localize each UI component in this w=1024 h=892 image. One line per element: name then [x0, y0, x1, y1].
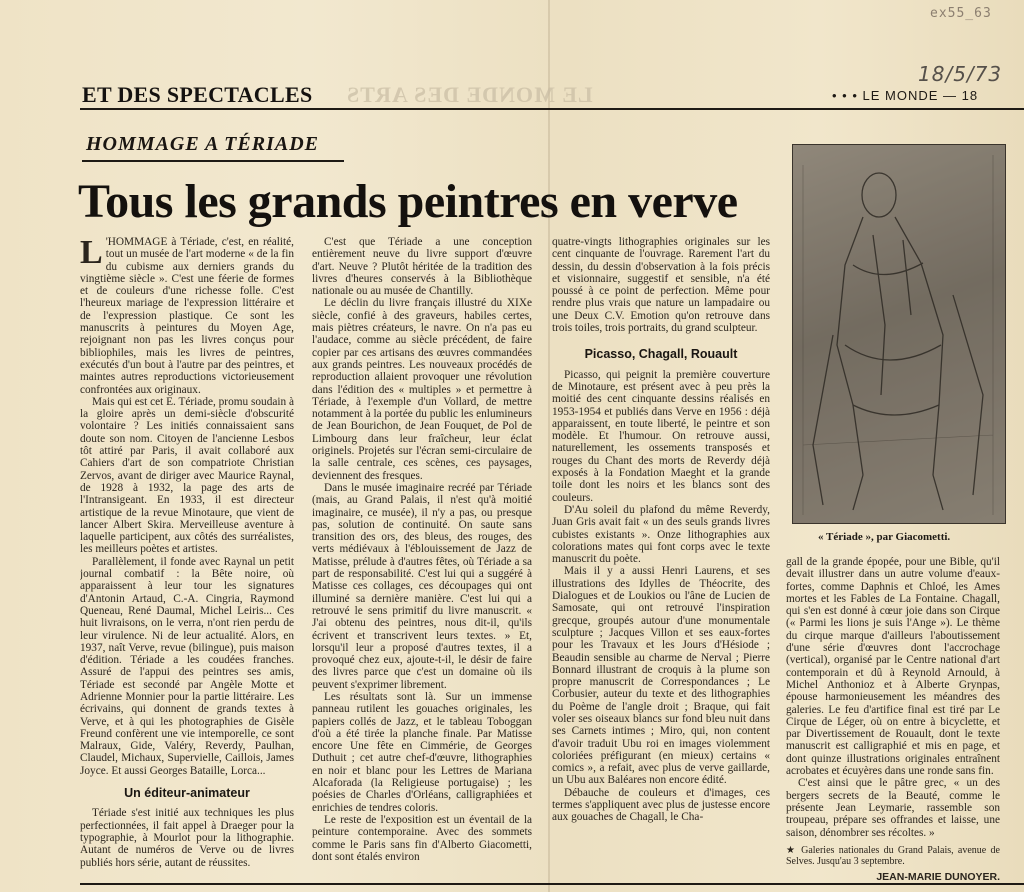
- paragraph: Le reste de l'exposition est un éventail de la peinture contemporaine. Avec des sommets comme le Paris sans fin d'Alberto Giacometti, dont sont étalés environ: [312, 813, 532, 863]
- kicker-rule: [82, 160, 344, 162]
- paragraph: Débauche de couleurs et d'images, ces termes s'appliquent avec plus de justesse encore aux gouaches de Chagall, le Cha-: [552, 786, 770, 824]
- paragraph: D'Au soleil du plafond du même Reverdy, Juan Gris avait fait « un des seuls grands livres cubistes existants ». Onze lithographies aux colorations mates qui font corps avec le texte manuscrit du poète.: [552, 503, 770, 566]
- paragraph: C'est que Tériade a une conception entièrement neuve du livre support d'œuvre d'art. Neuve ? Plutôt héritée de la tradition des livres d'heures conservés à la Bibliothèque nationale ou au musée de Chantilly.: [312, 236, 532, 298]
- article-column-3: [552, 236, 770, 881]
- paragraph: gall de la grande épopée, pour une Bible, qu'il devait illustrer dans un autre volume d'eaux-fortes, comme Daphnis et Chloé, les Ames mortes et les Fables de La Fontaine. Chagall, qui s'en est donné à cœur joie dans son Cirque (« Parmi les lions je suis l'Ange »). Le thème du cirque marque d'ailleurs l'aboutissement d'une série d'œuvres dont l'accrochage (vertical), organisé par le Centre national d'art contemporain et dû à Reynold Arnould, à Michel Anthonioz et à Alberte Grynpas, épouse harmonieusement les méandres des galeries. Le feu d'artifice final est tiré par Le Cirque de Léger, où on entre à bicyclette, et par Divertissement de Rouault, dont le texte manuscrit est calligraphié et mis en page, et dont quinze illustrations originales entraînent acrobates et écuyères dans une ronde sans fin.: [786, 556, 1000, 778]
- subheading: Picasso, Chagall, Rouault: [584, 347, 738, 362]
- article-column-2: [312, 236, 532, 881]
- header-rule: [80, 108, 1024, 110]
- author-signature: JEAN-MARIE DUNOYER.: [876, 870, 1000, 882]
- archive-reference: ex55_63: [930, 6, 992, 21]
- handwritten-date: 18/5/73: [918, 62, 1003, 86]
- paragraph: Les résultats sont là. Sur un immense panneau rutilent les gouaches originales, les papiers collés de Jazz, et le tableau Toboggan d'où a été tirée la planche finale. Par Matisse encore Une fête en Cimmérie, de Georges Duthuit ; cet autre chef-d'œuvre, lithographies en noir et blanc pour les Lettres de Mariana Alcaforada (la Religieuse portugaise) ; les poésies de Charles d'Orléans, calligraphiées et enrichies de tendres coloris.: [312, 690, 532, 814]
- mirrored-bleed-through: LE MONDE DES ARTS: [346, 82, 593, 107]
- paragraph: Tériade s'est initié aux techniques les plus perfectionnées, il fait appel à Draeger pour la typographie, à Mourlot pour la lithographie. Autant de numéros de Verve ou de livres publiés hors série, autant de réussites.: [80, 807, 294, 869]
- paragraph: Dans le musée imaginaire recréé par Tériade (mais, au Grand Palais, il n'est qu'à moitié imaginaire, ce musée), il n'y a pas, ou presque pas, solution de continuité. On saute sans transition des ors, des bleus, des rouges, des verts médiévaux à l'éblouissement de Jazz de Matisse, prélude à d'autres fêtes, où Tériade a sa part de responsabilité. C'est lui qui a suggéré à Matisse ces collages, ces découpages qui ont illuminé sa dernière manière. C'est lui qui a retrouvé le sens primitif du livre manuscrit. « J'ai obtenu des peintres, nous dit-il, qu'ils écrivent et transcrivent leurs textes. » Et, lorsqu'il leur a proposé d'autres textes, il a provoqué chez eux, ajoute-t-il, le désir de faire des livres parce que c'est un domaine où ils peuvent s'exprimer librement.: [312, 481, 532, 691]
- newspaper-name: • • • LE MONDE — 18: [832, 88, 979, 103]
- exhibition-footnote: ★ Galeries nationales du Grand Palais, avenue de Selves. Jusqu'au 3 septembre.: [786, 844, 1000, 867]
- sketch-figure: [793, 145, 1005, 523]
- footer-rule: [80, 883, 1024, 885]
- paragraph: quatre-vingts lithographies originales sur les cent cinquante de l'ouvrage. Rarement l'art du dessin, du dessin d'observation à la fois précis et visionnaire, suggestif et sensible, n'a été poussé à ce point de perfection. Même pour rendre plus vrais que nature un lampadaire ou une Deux C.V. Emotion qu'on retrouve dans trois toiles, trois portraits, du grand sculpteur.: [552, 236, 770, 335]
- paragraph: Picasso, qui peignit la première couverture de Minotaure, est présent avec à peu près la moitié des cent cinquante dessins réalisés en 1953-1954 et publiés dans Verve en 1956 : déjà apparaissent, en toute liberté, le peintre et son modèle. Et l'humour. On retrouve aussi, naturellement, les ossements transposés et rouges du Chant des morts de Reverdy déjà exposés à la Fondation Maeght et la grande toile dont les noirs et les blancs sont des couleurs.: [552, 368, 770, 504]
- drop-cap: L: [80, 236, 103, 271]
- paragraph: Le déclin du livre français illustré du XIXe siècle, confié à des graveurs, habiles certes, mais piètres créateurs, le navre. On n'a pas eu l'audace, comme au siècle précédent, de faire copier par ces artisans des œuvres commandées aux grands peintres. Les nouveaux procédés de reproduction allaient provoquer une révolution dans l'édition des « multiples » et permettre à Tériade, à l'exemple d'un Vollard, de mettre notamment à la portée du public les enlumineurs de Jean Bourichon, de Jean Fouquet, de Pol de Limbourg dans leur fraîcheur, leur éclat originels. Projetés sur l'écran semi-circulaire de la salle centrale, ces scènes, ces paysages, deviennent des fresques.: [312, 297, 532, 482]
- paragraph: Mais il y a aussi Henri Laurens, et ses illustrations des Idylles de Théocrite, des Dialogues et de Loukios ou l'âne de Lucien de Samosate, qui ont retrouvé l'inspiration grecque, groupés autour d'une monumentale sculpture ; Jacques Villon et ses eaux-fortes pour les Travaux et les Jours d'Hésiode ; Beaudin sensible au charme de Nerval ; Pierre Bonnard illustrant de croquis à la plume son propre manuscrit de Correspondances ; Le Corbusier, auteur du texte et des lithographies du Poème de l'angle droit ; Braque, qui fait voler ses oiseaux blancs sur fond bleu nuit dans ses Carnets intimes ; Miro, qui, non content d'avoir traduit Ubu roi en images violemment coloriées préfigurant (en mieux) certains « comics », a refait, avec plus de verve gaillarde, un Ubu aux Baléares non encore édité.: [552, 565, 770, 787]
- paragraph: Mais qui est cet E. Tériade, promu soudain à la gloire après un demi-siècle d'obscurité volontaire ? Les initiés connaissaient sans doute son nom. Citoyen de l'ancienne Lesbos tôt attiré par Paris, il avait collaboré aux Cahiers d'art de son compatriote Christian Zervos, avant de diriger avec Maurice Raynal, de 1928 à 1932, la page des arts de l'Intransigeant. En 1933, il est directeur artistique de la revue Minotaure, que vient de lancer Albert Skira. Merveilleuse aventure à laquelle participent, aux côtés des surréalistes, les meilleurs poètes et artistes.: [80, 395, 294, 556]
- subheading: Un éditeur-animateur: [124, 786, 250, 801]
- photo-caption: « Tériade », par Giacometti.: [818, 531, 951, 543]
- paragraph: C'est ainsi que le pâtre grec, « un des bergers secrets de la Beauté, comme le présente Jean Leymarie, rassemble son troupeau, prépare ses offrandes et laisse, une saison, dénombrer ses récoltes. »: [786, 777, 1000, 839]
- article-kicker: HOMMAGE A TÉRIADE: [86, 133, 319, 155]
- page-fold: [548, 0, 550, 892]
- paragraph: 'HOMMAGE à Tériade, c'est, en réalité, tout un musée de l'art moderne « de la fin du cubisme aux derniers grands du vingtième siècle ». C'est une féerie de formes et de couleurs d'une richesse folle. C'est l'heureux mariage de l'expression littéraire et de l'expression plastique. Ce sont les manuscrits à peintures du Moyen Age, rejoignant non pas les livres conçus pour bibliophiles, mais les livres de peintres, exécutés d'un bout à l'autre par des peintres, et maintes autres reproductions victorieusement confrontées aux originaux.: [80, 236, 294, 396]
- article-column-1: [80, 236, 294, 881]
- paragraph: Parallèlement, il fonde avec Raynal un petit journal combatif : la Bête noire, où apparaissent à leur tour les signatures d'Antonin Artaud, C.-A. Cingria, Raymond Queneau, René Daumal, Michel Leiris... Ces huit livraisons, on le verra, n'ont rien perdu de leur virulence. Ni de leur actualité. Alors, en 1937, naît Verve, revue (bilingue), puis maison d'édition. Tériade a les coudées franches. Assuré de l'appui des peintres ses amis, Tériade est secondé par Angèle Motte et Adrienne Monnier pour la partie littéraire. Les écrivains, qui donnent de grands textes à Verve, et à qui les photographies de Gisèle Freund confèrent une vie intemporelle, ce sont Malraux, Gide, Valéry, Reverdy, Paulhan, Claudel, Michaux, Supervielle, Caillois, James Joyce. Et aussi Georges Bataille, Lorca...: [80, 555, 294, 777]
- giacometti-portrait-image: [792, 144, 1006, 524]
- article-headline: Tous les grands peintres en verve: [78, 175, 738, 228]
- section-title: ET DES SPECTACLES: [82, 82, 313, 107]
- article-column-4: [786, 556, 1000, 882]
